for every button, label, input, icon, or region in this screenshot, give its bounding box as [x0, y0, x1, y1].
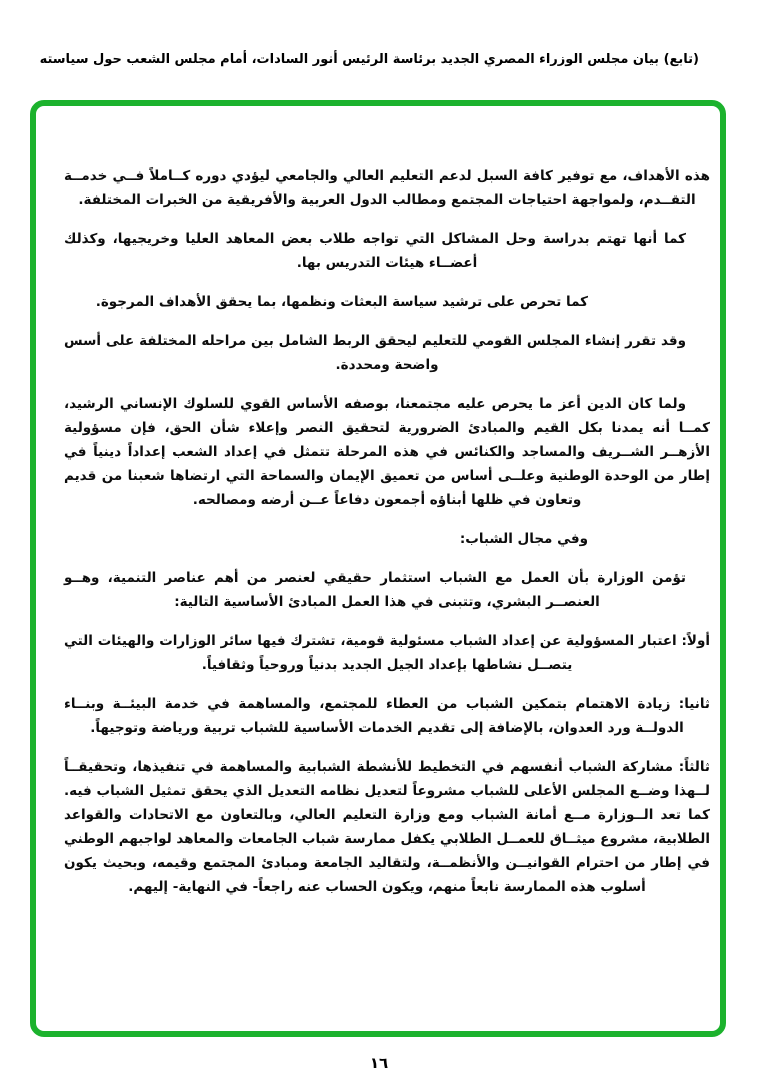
- document-header-title: (تابع) بيان مجلس الوزراء المصري الجديد برئاسة الرئيس أنور السادات، أمام مجلس الشعب حول سياسته: [39, 52, 699, 67]
- green-border-frame: [30, 100, 726, 1037]
- paragraph-education-goals: هذه الأهداف، مع توفير كافة السبل لدعم التعليم العالي والجامعي ليؤدي دوره كــاملاً فــي خدمــة التقــدم، ولمواجهة احتياجات المجتمع ومطالب الدول العربية والأفريقية من الخبرات المختلفة.: [64, 168, 710, 208]
- paragraph-second-principle: ثانيا: زيادة الاهتمام بتمكين الشباب من العطاء للمجتمع، والمساهمة في خدمة البيئــة وبنــاء الدولــة ورد العدوان، بالإضافة إلى تقديم الخدمات الأساسية للشباب تربية ورياضة وتوجيهاً.: [64, 696, 710, 736]
- paragraph-institutes-problems: كما أنها تهتم بدراسة وحل المشاكل التي تواجه طلاب بعض المعاهد العليا وخريجيها، وكذلك أعضــاء هيئات التدريس بها.: [64, 231, 686, 271]
- document-body: [64, 164, 710, 914]
- paragraph-missions-policy: كما تحرص على ترشيد سياسة البعثات ونظمها، بما يحقق الأهداف المرجوة.: [95, 294, 588, 310]
- paragraph-first-principle: أولاً: اعتبار المسؤولية عن إعداد الشباب مسئولية قومية، تشترك فيها سائر الوزارات والهيئات التي يتصــل نشاطها بإعداد الجيل الجديد بدنياً وروحياً وثقافياً.: [64, 633, 710, 673]
- paragraph-religion-role: ولما كان الدين أعز ما يحرص عليه مجتمعنا، بوصفه الأساس القوي للسلوك الإنساني الرشيد، كمــا أنه يمدنا بكل القيم والمبادئ الضرورية لتحقيق النصر وإعلاء شأن الحق، فإن مسؤولية الأزهــر الشــريف والمساجد والكنائس في هذه المرحلة تتمثل في إعداد الشعب إعداداً دينياً في إطار من الوحدة الوطنية وعلــى أساس من تعميق الإيمان والسماحة التي ارتضاها شعبنا من قديم وتعاون في ظلها أبناؤه أجمعون دفاعاً عــن أرضه ومصالحه.: [64, 396, 710, 508]
- paragraph-national-education-council: وقد تقرر إنشاء المجلس القومي للتعليم ليحقق الربط الشامل بين مراحله المختلفة على أسس واضحة ومحددة.: [64, 333, 686, 373]
- paragraph-third-principle: ثالثاً: مشاركة الشباب أنفسهم في التخطيط للأنشطة الشبابية والمساهمة في تنفيذها، وتحقيقــاً لــهذا وضــع المجلس الأعلى للشباب مشروعاً لتعديل نظامه التعديل الذي يحقق تمثيل الشباب فيه. كما تعد الــوزارة مــع أمانة الشباب ومع وزارة التعليم العالي، وبالتعاون مع الاتحادات والقواعد الطلابية، مشروع ميثــاق للعمــل الطلابي يكفل ممارسة شباب الجامعات والمعاهد لواجبهم الوطني في إطار من احترام القوانيــن والأنظمــة، ولتقاليد الجامعة ومبادئ المجتمع وقيمه، وبحيث يكون أسلوب هذه الممارسة نابعاً منهم، ويكون الحساب عنه راجعاً- في النهاية- إليهم.: [64, 759, 710, 895]
- page-number: ١٦: [369, 1054, 389, 1072]
- section-heading-youth: وفي مجال الشباب:: [459, 531, 588, 547]
- paragraph-youth-investment: تؤمن الوزارة بأن العمل مع الشباب استثمار حقيقي لعنصر من أهم عناصر التنمية، وهــو العنصــر البشري، وتتبنى في هذا العمل المبادئ الأساسية التالية:: [64, 570, 686, 610]
